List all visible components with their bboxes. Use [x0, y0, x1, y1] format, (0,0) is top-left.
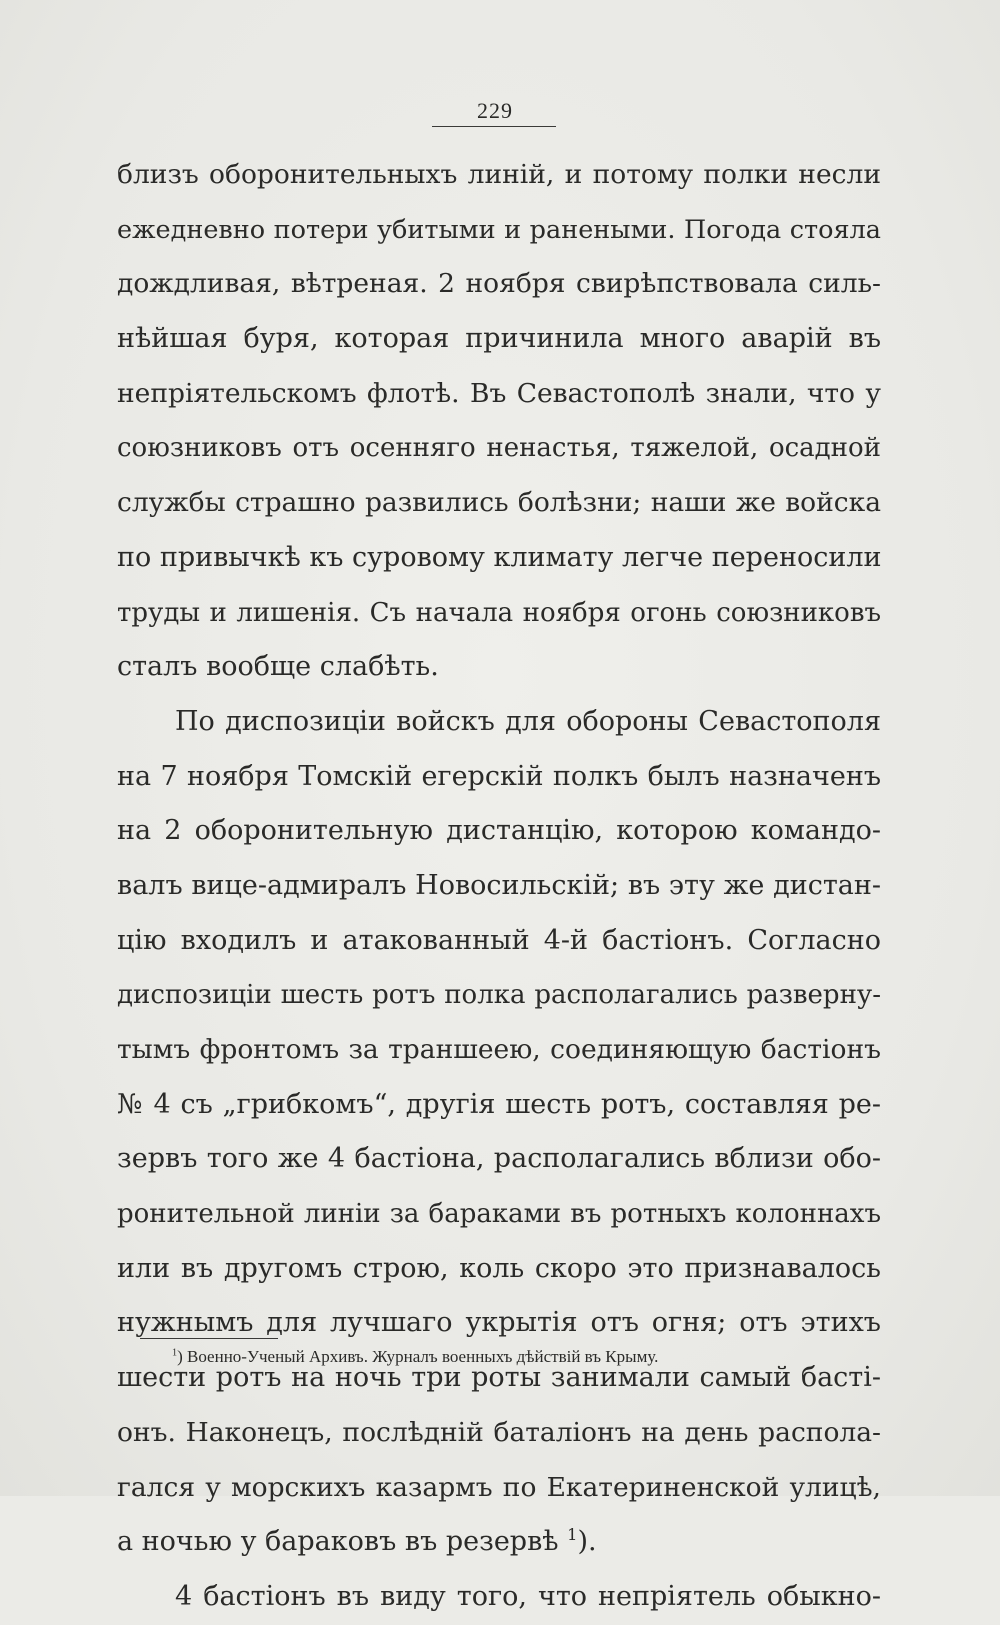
- paragraph-end-line: сталъ вообще слабѣть.: [117, 651, 439, 683]
- text-line: службы страшно развились болѣзни; наши же войска: [117, 487, 881, 519]
- text-line: диспозиціи шесть ротъ полка располагались разверну-: [117, 980, 881, 1011]
- text-line: онъ. Наконецъ, послѣдній баталіонъ на день распола-: [117, 1416, 881, 1448]
- paragraph-start-line: По диспозиціи войскъ для обороны Севастополя: [175, 705, 881, 737]
- text-line: шести ротъ на ночь три роты занимали самый басті-: [117, 1362, 881, 1394]
- text-line: тымъ фронтомъ за траншеею, соединяющую бастіонъ: [117, 1034, 881, 1065]
- text-line: ежедневно потери убитыми и ранеными. Погода стояла: [117, 214, 881, 245]
- text-line: союзниковъ отъ осенняго ненастья, тяжелой, осадной: [117, 433, 881, 464]
- text-line: по привычкѣ къ суровому климату легче переносили: [117, 541, 882, 573]
- text-line: непріятельскомъ флотѣ. Въ Севастополѣ знали, что у: [117, 377, 881, 409]
- text-line: нѣйшая буря, которая причинила много аварій въ: [117, 323, 881, 355]
- text-line: зервъ того же 4 бастіона, располагались вблизи обо-: [117, 1143, 881, 1175]
- text-line: № 4 съ „грибкомъ“, другія шесть ротъ, составляя ре-: [117, 1088, 881, 1120]
- text-line: дождливая, вѣтреная. 2 ноября свирѣпствовала силь-: [117, 268, 881, 300]
- paragraph-start-line: 4 бастіонъ въ виду того, что непріятель обыкно-: [175, 1580, 881, 1612]
- text-line: или въ другомъ строю, коль скоро это признавалось: [117, 1252, 881, 1284]
- text-line: валъ вице-адмиралъ Новосильскій; въ эту же дистан-: [117, 869, 881, 901]
- page-number: 229: [477, 98, 513, 123]
- text-line: ронительной линіи за бараками въ ротныхъ колоннахъ: [117, 1199, 881, 1230]
- body-text: [117, 148, 881, 1625]
- footnote: [172, 1344, 658, 1370]
- text-line: цію входилъ и атакованный 4-й бастіонъ. Согласно: [117, 924, 881, 956]
- header-rule: [432, 126, 556, 127]
- footnote-reference[interactable]: 1: [567, 1525, 578, 1545]
- paragraph-end-line: [117, 1515, 881, 1570]
- footnote-text: ) Военно-Ученый Архивъ. Журналъ военныхъ дѣйствій въ Крыму.: [177, 1347, 659, 1366]
- text-line: на 2 оборонительную дистанцію, которою командо-: [117, 815, 881, 847]
- text-line: гался у морскихъ казармъ по Екатериненской улицѣ,: [117, 1471, 881, 1503]
- footnote-marker: 1: [172, 1347, 178, 1359]
- footnote-reference-tail: ).: [577, 1526, 597, 1558]
- text-line: на 7 ноября Томскій егерскій полкъ былъ назначенъ: [117, 760, 881, 792]
- footnote-rule: [140, 1338, 278, 1339]
- line-text: а ночью у бараковъ въ резервѣ: [117, 1526, 559, 1558]
- text-line: труды и лишенія. Съ начала ноября огонь союзниковъ: [117, 597, 881, 628]
- text-line: нужнымъ для лучшаго укрытія отъ огня; отъ этихъ: [117, 1307, 881, 1339]
- text-line: близъ оборонительныхъ линій, и потому полки несли: [117, 159, 881, 190]
